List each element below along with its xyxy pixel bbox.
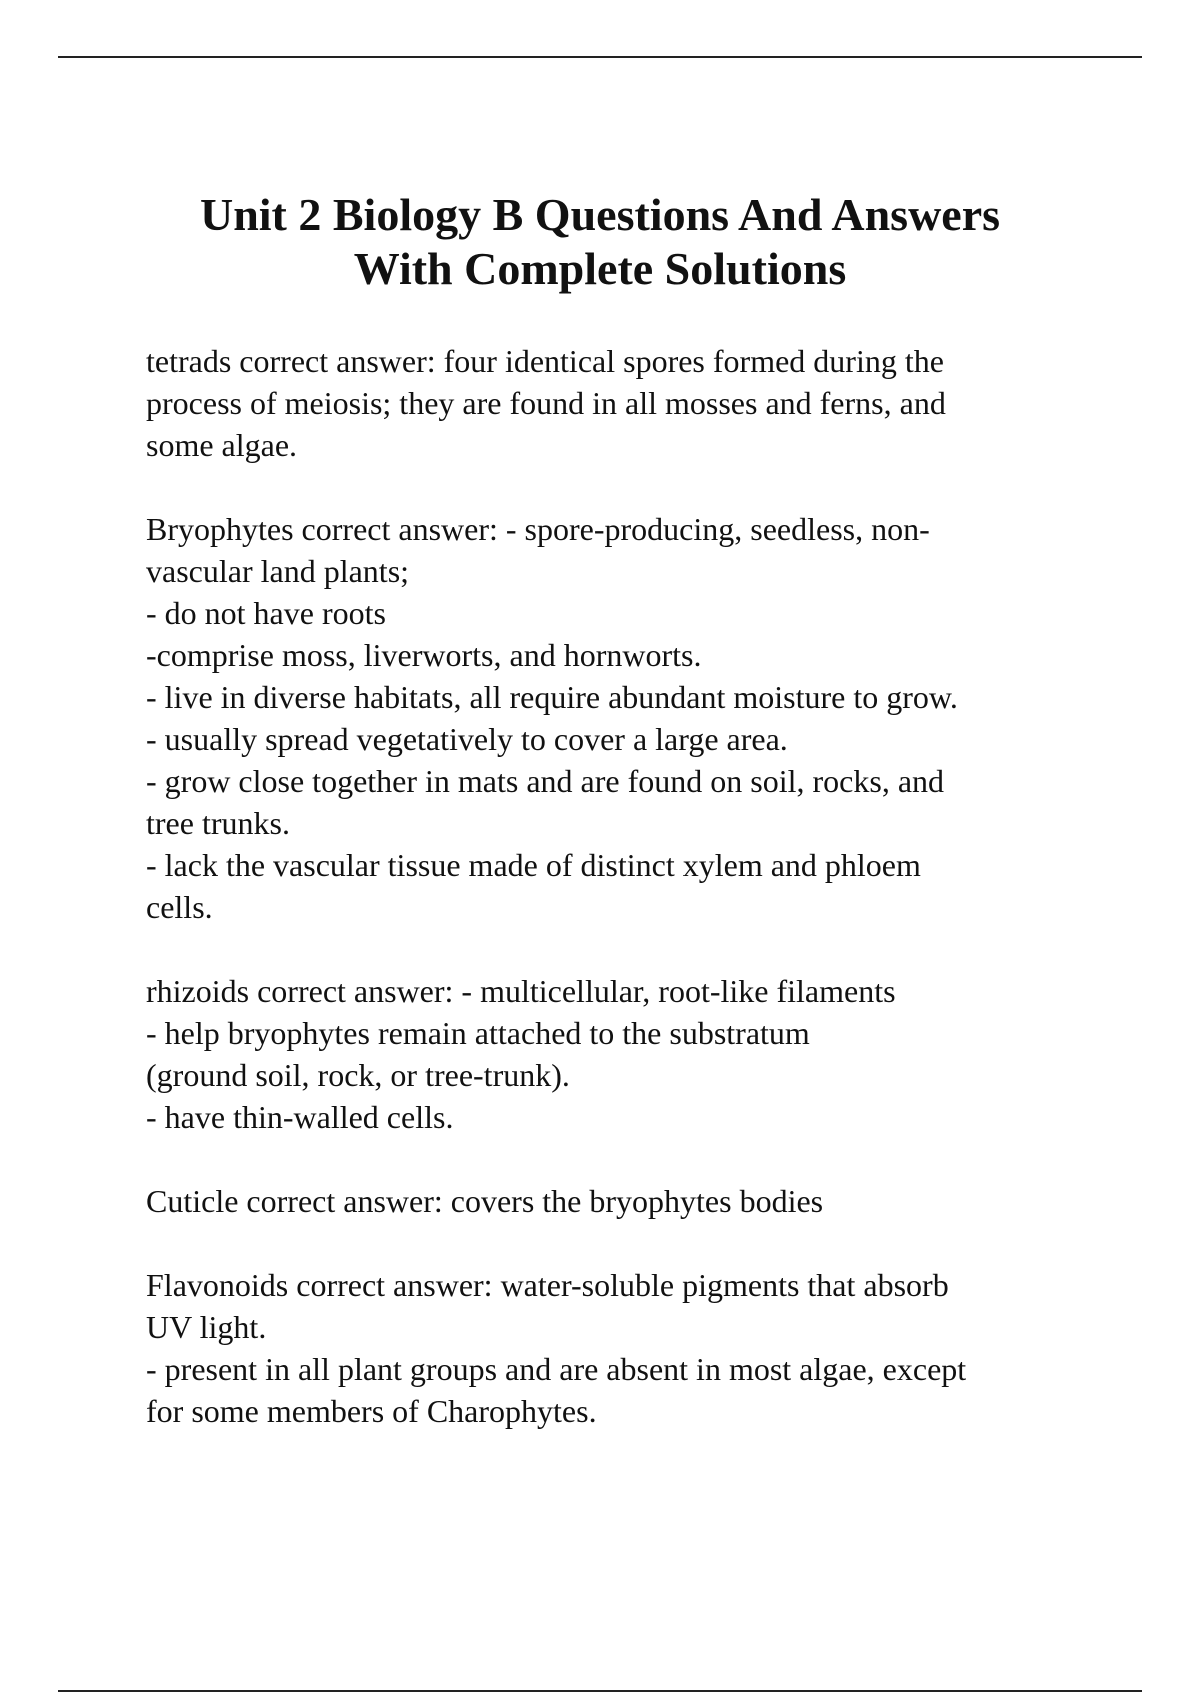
entry-line: UV light. bbox=[146, 1309, 267, 1345]
title-line-2: With Complete Solutions bbox=[353, 243, 847, 294]
entry-line: - lack the vascular tissue made of distinct xylem and phloem bbox=[146, 847, 921, 883]
qa-entry-rhizoids bbox=[146, 970, 1146, 1138]
page-title bbox=[0, 188, 1200, 296]
entry-line: - do not have roots bbox=[146, 595, 386, 631]
entry-line: Cuticle correct answer: covers the bryophytes bodies bbox=[146, 1183, 824, 1219]
entry-line: - have thin-walled cells. bbox=[146, 1099, 454, 1135]
bottom-divider bbox=[58, 1690, 1142, 1692]
qa-entry-flavonoids bbox=[146, 1264, 1146, 1432]
qa-entry-tetrads bbox=[146, 340, 1146, 466]
top-divider bbox=[58, 56, 1142, 58]
entry-line: process of meiosis; they are found in all mosses and ferns, and bbox=[146, 385, 946, 421]
entry-line: - usually spread vegetatively to cover a large area. bbox=[146, 721, 788, 757]
entry-line: - grow close together in mats and are found on soil, rocks, and bbox=[146, 763, 945, 799]
entry-line: rhizoids correct answer: - multicellular, root-like filaments bbox=[146, 973, 896, 1009]
entry-line: tetrads correct answer: four identical spores formed during the bbox=[146, 343, 944, 379]
entry-line: for some members of Charophytes. bbox=[146, 1393, 597, 1429]
qa-content bbox=[146, 340, 1146, 1474]
qa-entry-cuticle bbox=[146, 1180, 1146, 1222]
entry-line: -comprise moss, liverworts, and hornworts. bbox=[146, 637, 702, 673]
entry-line: tree trunks. bbox=[146, 805, 290, 841]
entry-line: vascular land plants; bbox=[146, 553, 410, 589]
entry-line: cells. bbox=[146, 889, 213, 925]
entry-line: - live in diverse habitats, all require abundant moisture to grow. bbox=[146, 679, 958, 715]
entry-line: - present in all plant groups and are absent in most algae, except bbox=[146, 1351, 967, 1387]
qa-entry-bryophytes bbox=[146, 508, 1146, 928]
entry-line: Bryophytes correct answer: - spore-producing, seedless, non- bbox=[146, 511, 930, 547]
entry-line: - help bryophytes remain attached to the substratum bbox=[146, 1015, 810, 1051]
title-line-1: Unit 2 Biology B Questions And Answers bbox=[199, 189, 1001, 240]
entry-line: Flavonoids correct answer: water-soluble pigments that absorb bbox=[146, 1267, 949, 1303]
entry-line: some algae. bbox=[146, 427, 298, 463]
entry-line: (ground soil, rock, or tree-trunk). bbox=[146, 1057, 570, 1093]
